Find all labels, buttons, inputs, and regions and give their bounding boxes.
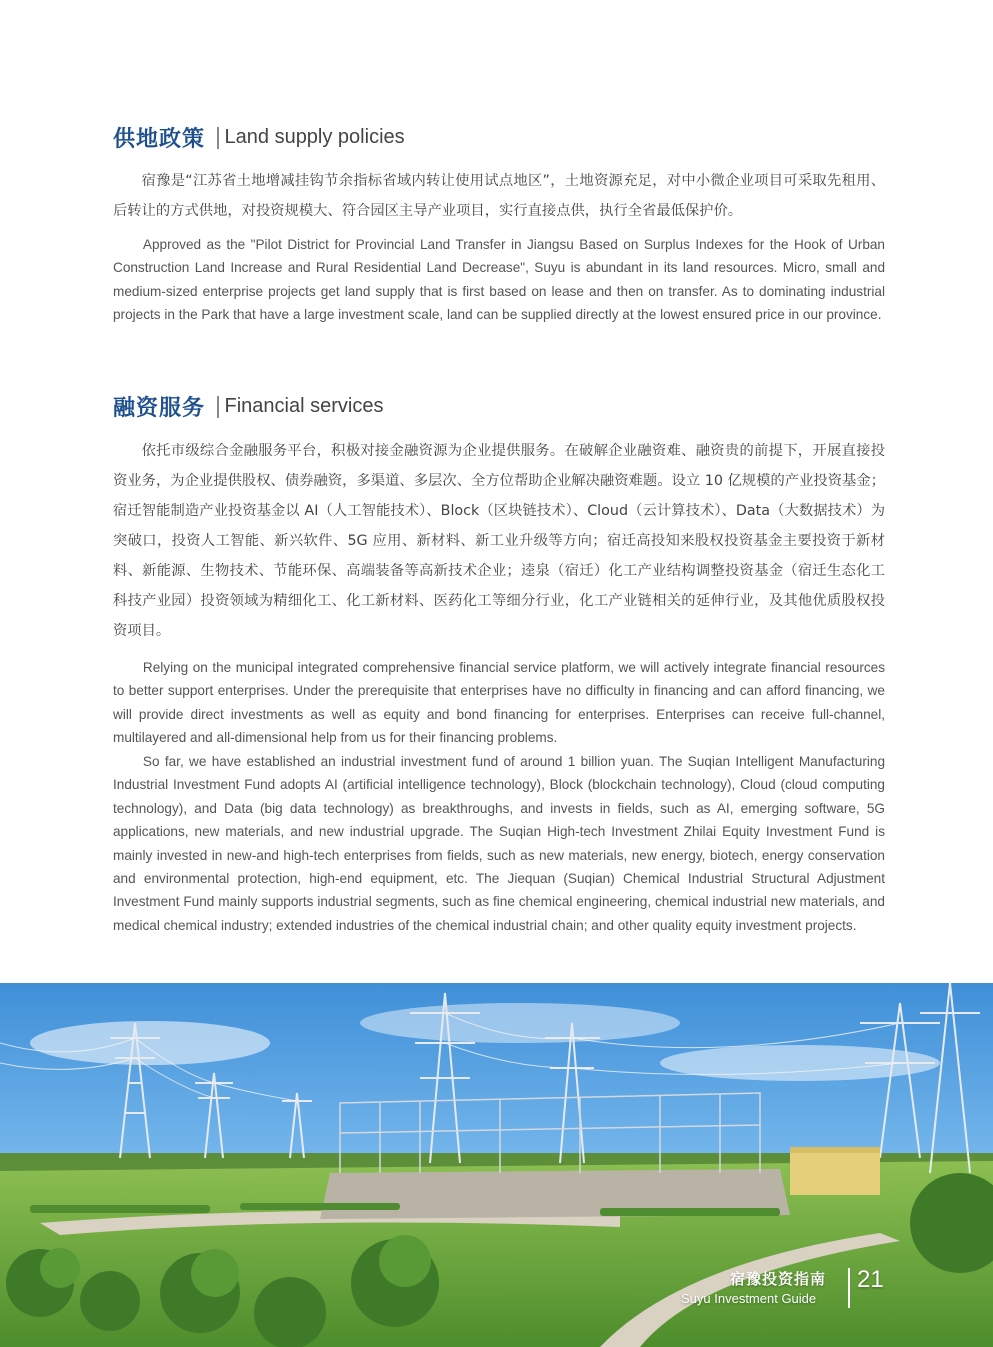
page-number: 21 bbox=[857, 1266, 884, 1293]
section-title-en: Land supply policies bbox=[224, 126, 405, 148]
section-title-zh: 融资服务 bbox=[113, 396, 206, 421]
footer-divider bbox=[848, 1268, 850, 1308]
section-title-en: Financial services bbox=[224, 395, 384, 417]
heading-divider bbox=[217, 127, 219, 149]
land-paragraph-zh: 宿豫是“江苏省土地增减挂钩节余指标省域内转让使用试点地区”，土地资源充足，对中小微企业项目可采取先租用、后转让的方式供地，对投资规模大、符合园区主导产业项目，实行直接点供，执行全省最低保护价。 bbox=[113, 173, 885, 219]
section-heading-land bbox=[113, 122, 405, 153]
heading-divider bbox=[217, 396, 219, 418]
section-heading-finance bbox=[113, 391, 383, 422]
land-paragraph-en: Approved as the "Pilot District for Provincial Land Transfer in Jiangsu Based on Surplus Indexes for the Hook of Urban Construction Land Increase and Rural Residential Land Decrease", Suyu is abundant in its land resources. Micro, small and medium-sized enterprise projects get land supply that is first based on lease and then on transfer. As to dominating industrial projects in the Park that have a large investment scale, land can be supplied directly at the lowest ensured price in our province. bbox=[113, 237, 885, 323]
finance-paragraph-en-1: Relying on the municipal integrated comprehensive financial service platform, we will actively integrate financial resources to better support enterprises. Under the prerequisite that enterprises have no difficulty in financing and can afford financing, we will provide direct investments as well as equity and bond financing for enterprises. Enterprises can receive full-channel, multilayered and all-dimensional help from us for their financing problems. bbox=[113, 660, 885, 746]
substation-photo bbox=[0, 983, 993, 1347]
section-title-zh: 供地政策 bbox=[113, 127, 206, 152]
footer-title-en: Suyu Investment Guide bbox=[681, 1291, 817, 1306]
finance-paragraph-zh: 依托市级综合金融服务平台，积极对接金融资源为企业提供服务。在破解企业融资难、融资贵的前提下，开展直接投资业务，为企业提供股权、债券融资，多渠道、多层次、全方位帮助企业解决融资难题。设立 10 亿规模的产业投资基金；宿迁智能制造产业投资基金以 AI（人工智能技术）、Block（区块链技术）、Cloud（云计算技术）、Data（大数据技术）为突破口，投资人工智能、新兴软件、5G 应用、新材料、新工业升级等方向；宿迁高投知来股权投资基金主要投资于新材料、新能源、生物技术、节能环保、高端装备等高新技术企业；逵泉（宿迁）化工产业结构调整投资基金（宿迁生态化工科技产业园）投资领域为精细化工、化工新材料、医药化工等细分行业，化工产业链相关的延伸行业，及其他优质股权投资项目。 bbox=[113, 443, 885, 639]
finance-paragraph-en-2: So far, we have established an industrial investment fund of around 1 billion yuan. The Suqian Intelligent Manufacturing Industrial Investment Fund adopts AI (artificial intelligence technology), Block (blockchain technology), Cloud (cloud computing technology), and Data (big data technology) as breakthroughs, and invests in fields, such as AI, emerging software, 5G applications, new materials, and new industrial upgrade. The Suqian High-tech Investment Zhilai Equity Investment Fund is mainly invested in new-and high-tech enterprises from fields, such as new materials, new energy, biotech, energy conservation and environmental protection, high-end equipment, etc. The Jiequan (Suqian) Chemical Industrial Structural Adjustment Investment Fund mainly supports industrial segments, such as fine chemical engineering, chemical industrial new materials, and medical chemical industry; extended industries of the chemical industrial chain; and other quality equity investment projects. bbox=[113, 754, 885, 933]
footer-title-zh: 宿豫投资指南 bbox=[730, 1270, 827, 1288]
